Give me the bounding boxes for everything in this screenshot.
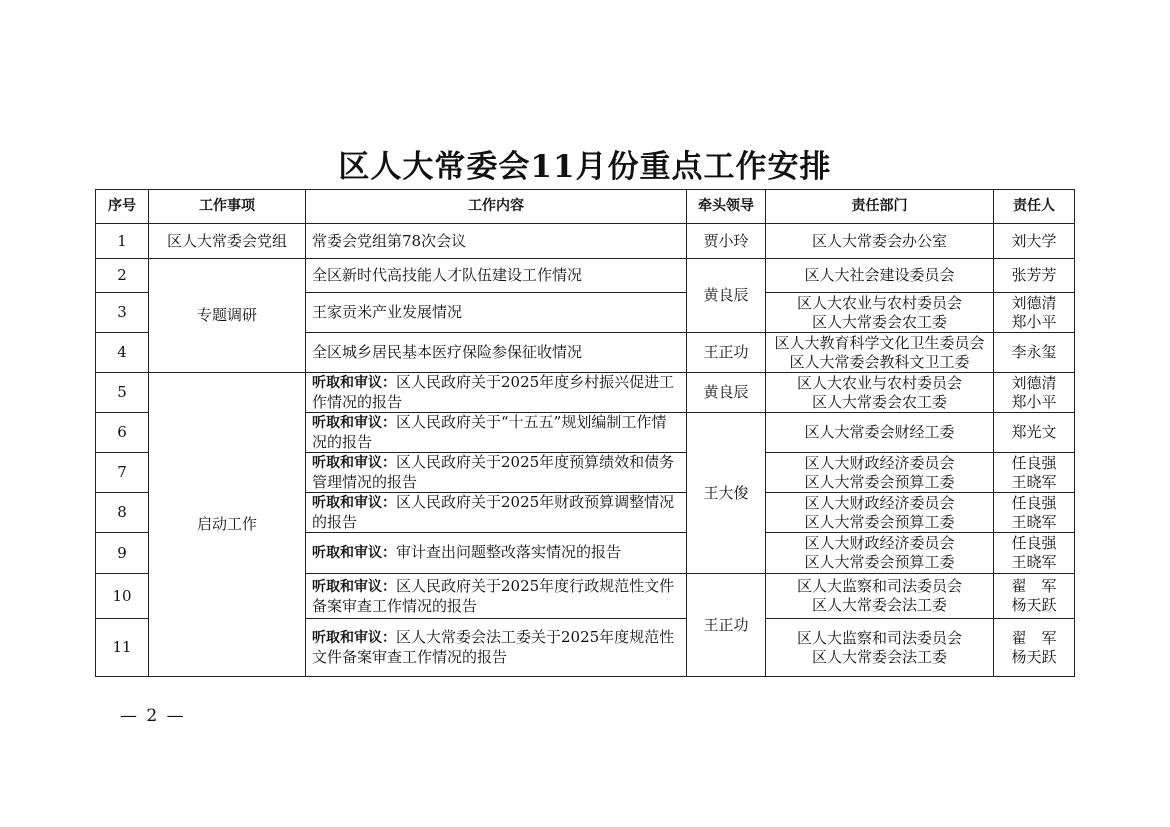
- row-no: 4: [96, 333, 149, 373]
- dept-cell: 区人大社会建设委员会: [766, 259, 994, 293]
- row-no: 7: [96, 453, 149, 493]
- person-cell: 刘德清 郑小平: [994, 373, 1075, 413]
- row-no: 10: [96, 574, 149, 619]
- content-cell: 听取和审议：区人民政府关于2025年财政预算调整情况的报告: [306, 493, 687, 533]
- table-header-row: [96, 190, 1075, 224]
- header-no: 序号: [96, 190, 149, 224]
- person-cell: 刘大学: [994, 224, 1075, 259]
- work-schedule-table: [95, 189, 1075, 677]
- group-cell: 专题调研: [149, 259, 306, 373]
- content-cell: 王家贡米产业发展情况: [306, 293, 687, 333]
- table-row: [96, 373, 1075, 413]
- content-cell: 听取和审议：区人民政府关于2025年度预算绩效和债务管理情况的报告: [306, 453, 687, 493]
- leader-cell: 黄良辰: [687, 259, 766, 333]
- content-cell: 常委会党组第78次会议: [306, 224, 687, 259]
- person-cell: 翟 军 杨天跃: [994, 619, 1075, 677]
- dept-cell: 区人大农业与农村委员会 区人大常委会农工委: [766, 293, 994, 333]
- page-number: — 2 —: [120, 706, 186, 726]
- dept-cell: 区人大财政经济委员会 区人大常委会预算工委: [766, 533, 994, 574]
- dept-cell: 区人大监察和司法委员会 区人大常委会法工委: [766, 619, 994, 677]
- row-no: 5: [96, 373, 149, 413]
- content-cell: 听取和审议：区人民政府关于2025年度行政规范性文件备案审查工作情况的报告: [306, 574, 687, 619]
- row-no: 11: [96, 619, 149, 677]
- row-no: 8: [96, 493, 149, 533]
- document-title: 区人大常委会11月份重点工作安排: [338, 149, 832, 185]
- dept-cell: 区人大财政经济委员会 区人大常委会预算工委: [766, 493, 994, 533]
- group-cell: 区人大常委会党组: [149, 224, 306, 259]
- content-cell: 听取和审议：区人大常委会法工委关于2025年度规范性文件备案审查工作情况的报告: [306, 619, 687, 677]
- row-no: 2: [96, 259, 149, 293]
- content-cell: 全区城乡居民基本医疗保险参保征收情况: [306, 333, 687, 373]
- review-label: 听取和审议：: [312, 630, 396, 646]
- header-leader: 牵头领导: [687, 190, 766, 224]
- person-cell: 任良强 王晓军: [994, 453, 1075, 493]
- person-cell: 李永玺: [994, 333, 1075, 373]
- review-label: 听取和审议：: [312, 495, 396, 511]
- row-no: 6: [96, 413, 149, 453]
- person-cell: 刘德清 郑小平: [994, 293, 1075, 333]
- person-cell: 任良强 王晓军: [994, 493, 1075, 533]
- review-label: 听取和审议：: [312, 578, 396, 595]
- header-dept: 责任部门: [766, 190, 994, 224]
- review-label: 听取和审议：: [312, 375, 396, 391]
- leader-cell: 黄良辰: [687, 373, 766, 413]
- person-cell: 翟 军 杨天跃: [994, 574, 1075, 619]
- leader-cell: 王正功: [687, 333, 766, 373]
- person-cell: 任良强 王晓军: [994, 533, 1075, 574]
- table-row: [96, 259, 1075, 293]
- row-no: 9: [96, 533, 149, 574]
- row-no: 3: [96, 293, 149, 333]
- review-label: 听取和审议：: [312, 415, 396, 431]
- content-cell: 全区新时代高技能人才队伍建设工作情况: [306, 259, 687, 293]
- dept-cell: 区人大财政经济委员会 区人大常委会预算工委: [766, 453, 994, 493]
- dept-cell: 区人大农业与农村委员会 区人大常委会农工委: [766, 373, 994, 413]
- person-cell: 张芳芳: [994, 259, 1075, 293]
- person-cell: 郑光文: [994, 413, 1075, 453]
- group-cell: 启动工作: [149, 373, 306, 677]
- row-no: 1: [96, 224, 149, 259]
- table-row: [96, 224, 1075, 259]
- content-cell: 听取和审议：区人民政府关于2025年度乡村振兴促进工作情况的报告: [306, 373, 687, 413]
- dept-cell: 区人大常委会财经工委: [766, 413, 994, 453]
- dept-cell: 区人大监察和司法委员会 区人大常委会法工委: [766, 574, 994, 619]
- leader-cell: 贾小玲: [687, 224, 766, 259]
- header-item: 工作事项: [149, 190, 306, 224]
- dept-cell: 区人大常委会办公室: [766, 224, 994, 259]
- header-content: 工作内容: [306, 190, 687, 224]
- content-cell: 听取和审议：区人民政府关于“十五五”规划编制工作情况的报告: [306, 413, 687, 453]
- review-label: 听取和审议：: [312, 455, 396, 471]
- leader-cell: 王正功: [687, 574, 766, 677]
- dept-cell: 区人大教育科学文化卫生委员会 区人大常委会教科文卫工委: [766, 333, 994, 373]
- content-cell: 听取和审议：审计查出问题整改落实情况的报告: [306, 533, 687, 574]
- review-label: 听取和审议：: [312, 545, 396, 561]
- leader-cell: 王大俊: [687, 413, 766, 574]
- header-person: 责任人: [994, 190, 1075, 224]
